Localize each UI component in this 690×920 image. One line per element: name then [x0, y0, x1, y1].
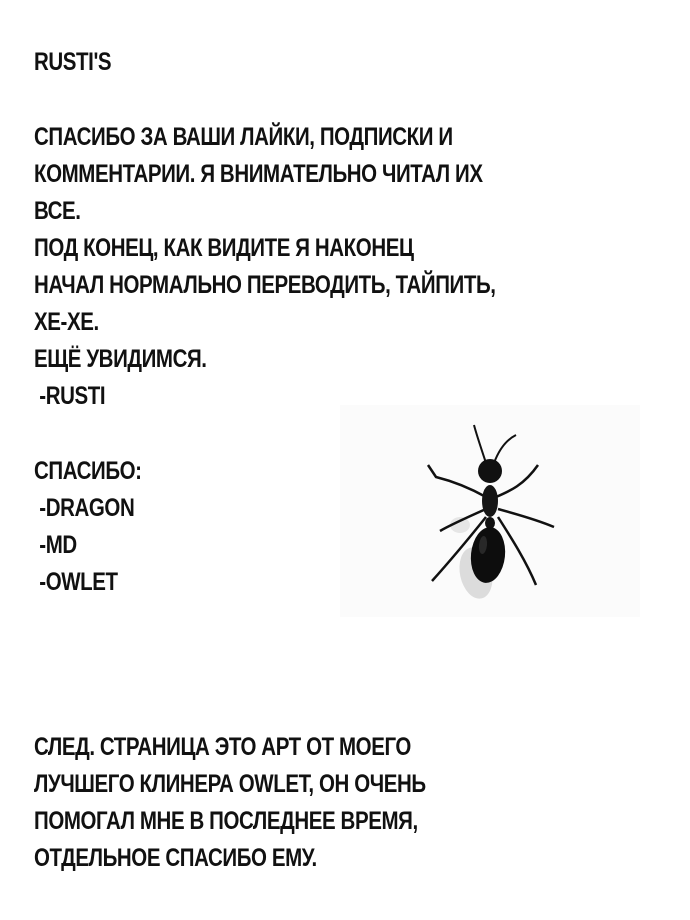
message-line: СПАСИБО ЗА ВАШИ ЛАЙКИ, ПОДПИСКИ И: [34, 123, 453, 151]
message-line: ПОД КОНЕЦ, КАК ВИДИТЕ Я НАКОНЕЦ: [34, 234, 414, 262]
message-line: ВСЕ.: [34, 197, 81, 225]
message-line: НАЧАЛ НОРМАЛЬНО ПЕРЕВОДИТЬ, ТАЙПИТЬ,: [34, 271, 496, 299]
ant-icon: [340, 405, 640, 617]
note-line: ОТДЕЛЬНОЕ СПАСИБО ЕМУ.: [34, 844, 317, 872]
message-line: КОММЕНТАРИИ. Я ВНИМАТЕЛЬНО ЧИТАЛ ИХ: [34, 160, 483, 188]
thanks-heading: СПАСИБО:: [34, 457, 142, 485]
signature: -RUSTI: [34, 382, 106, 410]
thank-you-message: [34, 119, 496, 415]
note-line: ЛУЧШЕГО КЛИНЕРА OWLET, ОН ОЧЕНЬ: [34, 770, 426, 798]
note-line: ПОМОГАЛ МНЕ В ПОСЛЕДНЕЕ ВРЕМЯ,: [34, 807, 418, 835]
thanks-item: -OWLET: [34, 568, 118, 596]
message-line: ЕЩЁ УВИДИМСЯ.: [34, 345, 207, 373]
thanks-list: [34, 453, 142, 601]
thanks-item: -MD: [34, 531, 77, 559]
next-page-note: [34, 729, 426, 877]
note-line: СЛЕД. СТРАНИЦА ЭТО АРТ ОТ МОЕГО: [34, 733, 411, 761]
message-line: ХЕ-ХЕ.: [34, 308, 99, 336]
thanks-item: -DRAGON: [34, 494, 135, 522]
page-title: RUSTI'S: [34, 48, 112, 76]
ant-illustration: [340, 405, 640, 617]
